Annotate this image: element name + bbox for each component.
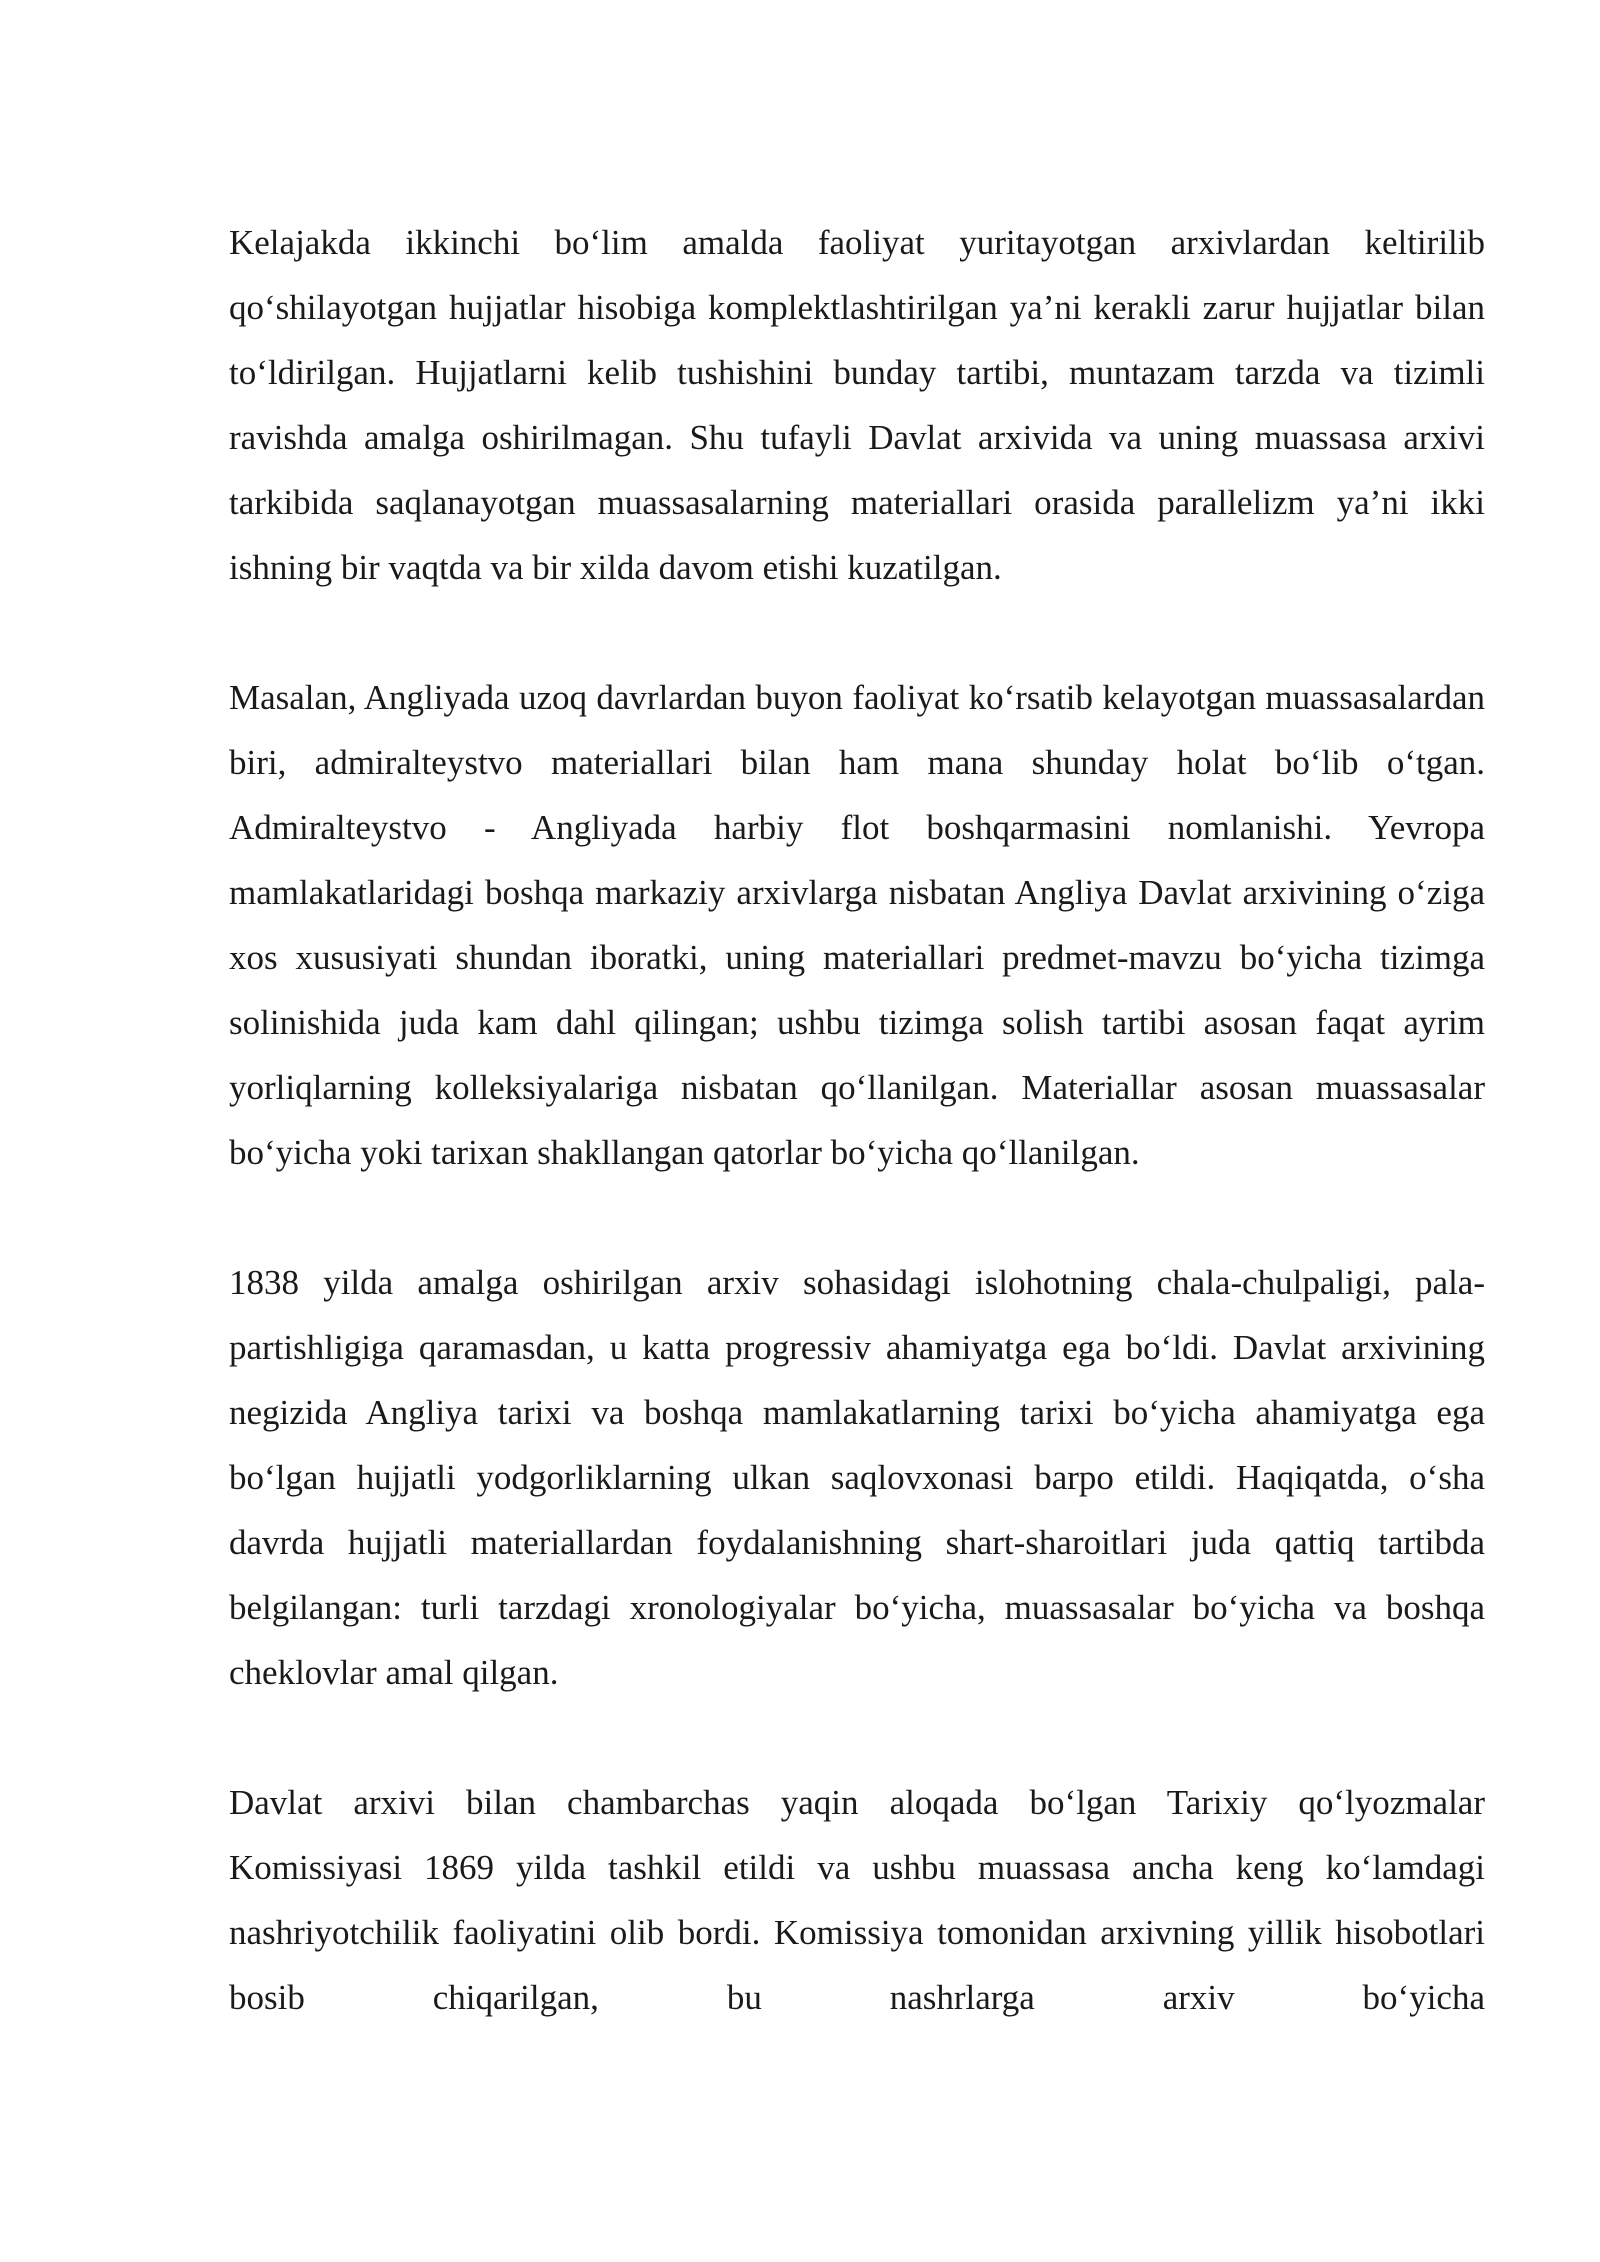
paragraph-3: 1838 yilda amalga oshirilgan arxiv sohasidagi islohotning chala-chulpaligi, pala-partishligiga qaramasdan, u katta progressiv ahamiyatga ega bo‘ldi. Davlat arxivining negizida Angliya tarixi va boshqa mamlakatlarning tarixi bo‘yicha ahamiyatga ega bo‘lgan hujjatli yodgorliklarning ulkan saqlovxonasi barpo etildi. Haqiqatda, o‘sha davrda hujjatli materiallardan foydalanishning shart-sharoitlari juda qattiq tartibda belgilangan: turli tarzdagi xronologiyalar bo‘yicha, muassasalar bo‘yicha va boshqa cheklovlar amal qilgan. bbox=[229, 1263, 1485, 1692]
paragraph-2: Masalan, Angliyada uzoq davrlardan buyon faoliyat ko‘rsatib kelayotgan muassasalardan biri, admiralteystvo materiallari bilan ham mana shunday holat bo‘lib o‘tgan. Admiralteystvo - Angliyada harbiy flot boshqarmasini nomlanishi. Yevropa mamlakatlaridagi boshqa markaziy arxivlarga nisbatan Angliya Davlat arxivining o‘ziga xos xususiyati shundan iboratki, uning materiallari predmet-mavzu bo‘yicha tizimga solinishida juda kam dahl qilingan; ushbu tizimga solish tartibi asosan faqat ayrim yorliqlarning kolleksiyalariga nisbatan qo‘llanilgan. Materiallar asosan muassasalar bo‘yicha yoki tarixan shakllangan qatorlar bo‘yicha qo‘llanilgan. bbox=[229, 678, 1485, 1172]
paragraph-4: Davlat arxivi bilan chambarchas yaqin aloqada bo‘lgan Tarixiy qo‘lyozmalar Komissiyasi 1869 yilda tashkil etildi va ushbu muassasa ancha keng ko‘lamdagi nashriyotchilik faoliyatini olib bordi. Komissiya tomonidan arxivning yillik hisobotlari bosib chiqarilgan, bu nashrlarga arxiv bo‘yicha bbox=[229, 1783, 1485, 2017]
document-body bbox=[229, 210, 1485, 2030]
paragraph-1: Kelajakda ikkinchi bo‘lim amalda faoliyat yuritayotgan arxivlardan keltirilib qo‘shilayotgan hujjatlar hisobiga komplektlashtirilgan ya’ni kerakli zarur hujjatlar bilan to‘ldirilgan. Hujjatlarni kelib tushishini bunday tartibi, muntazam tarzda va tizimli ravishda amalga oshirilmagan. Shu tufayli Davlat arxivida va uning muassasa arxivi tarkibida saqlanayotgan muassasalarning materiallari orasida parallelizm ya’ni ikki ishning bir vaqtda va bir xilda davom etishi kuzatilgan. bbox=[229, 223, 1485, 587]
